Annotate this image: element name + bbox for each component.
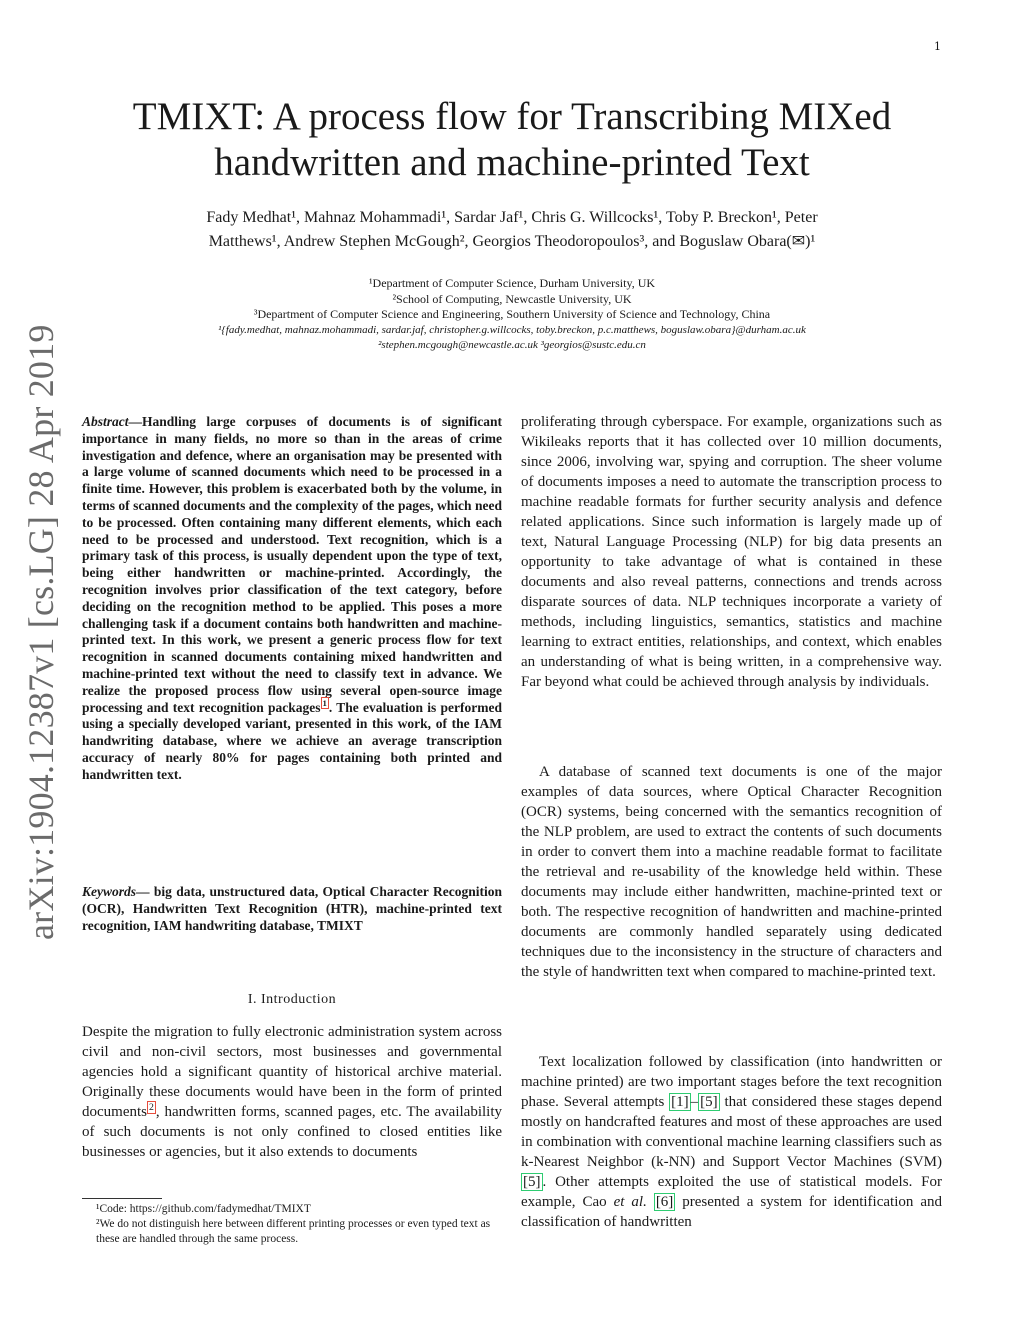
right-paragraph-3 (521, 1052, 942, 1232)
et-al: et al. (613, 1194, 647, 1210)
footnote-ref-1[interactable]: 1 (322, 698, 327, 709)
right-paragraph-1-text: proliferating through cyberspace. For example, organizations such as Wikileaks reports that it has collected over 10 million documents, since 2006, involving war, spying and corruption. The sheer volume of documents imposes a need to automate the transcription process to machine readable formats for further security analysis and defence related applications. Since such information is largely made up of text, Natural Language Processing (NLP) for big data presents an opportunity to take advantage of what is contained in these documents and also reveal patterns, connections and trends across disparate sources of data. NLP techniques incorporate a variety of methods, including linguistics, semantics, statistics and machine learning to extract entities, relationships, and context, which enables an understanding of what is being written, in a comprehensive way. Far beyond what could be achieved through analysis by individuals. (521, 414, 942, 690)
intro-body: Despite the migration to fully electronic administration system across civil and non-civil sectors, most businesses and governmental agencies hold a significant quantity of historical archive material. Originally these documents would have been in the form of printed documents (82, 1024, 502, 1120)
citation-6[interactable]: [6] (655, 1194, 674, 1210)
authors-line-2: Matthews¹, Andrew Stephen McGough², Georgios Theodoropoulos³, and Boguslaw Obara(✉)¹ (208, 233, 816, 250)
keywords-label: Keywords (82, 884, 136, 899)
right-paragraph-2-text: A database of scanned text documents is one of the major examples of data sources, where Optical Character Recognition (OCR) systems, being concerned with the semantics recognition of the NLP problem, are used to extract the contents of such documents in order to convert them into a machine readable format to facilitate the retrieval and re-usability of the knowledge held within. These documents may include either handwritten, machine-printed text or both. The respective recognition of handwritten and machine-printed documents are commonly handled separately using dedicated techniques due to the inconsistency in the structure of characters and the style of handwritten text when compared to machine-printed text. (521, 764, 942, 980)
intro-body-end: , handwritten forms, scanned pages, etc. The availability of such documents is not only confined to closed entities like businesses or agencies, but it also extends to documents (82, 1104, 502, 1160)
affiliation-durham: ¹Department of Computer Science, Durham University, UK (368, 276, 656, 290)
footnote-divider (82, 1198, 162, 1199)
p3-text-e: presented a system for identification and classification of handwritten (521, 1194, 942, 1230)
citation-5[interactable]: [5] (700, 1094, 718, 1110)
citation-5-b[interactable]: [5] (523, 1174, 541, 1190)
abstract-body-end: . The evaluation is performed using a specially developed variant, presented in this work, of the IAM handwriting database, where we achieve an average transcription accuracy of nearly 80% for pages containing both printed and handwritten text. (82, 699, 502, 782)
p3-dash: – (690, 1094, 699, 1110)
title-line-1: TMIXT: A process flow for Transcribing MIXed (132, 95, 892, 138)
right-paragraph-3-text (521, 1052, 942, 1232)
section-heading: I. Introduction (247, 992, 337, 1007)
footnote-2: ²We do not distinguish here between different printing processes or even typed text as these are handled through the same process. (96, 1218, 491, 1245)
keywords (82, 884, 502, 934)
email-durham[interactable]: ¹{fady.medhat, mahnaz.mohammadi, sardar.jaf, christopher.g.willcocks, toby.breckon, p.c.matthews, boguslaw.obara}@durham.ac.uk (218, 323, 806, 336)
right-paragraph-2 (521, 762, 942, 982)
keywords-body: — big data, unstructured data, Optical Character Recognition (OCR), Handwritten Text Recognition (HTR), machine-printed text recognition, IAM handwriting database, TMIXT (82, 884, 502, 933)
email-other[interactable]: ²stephen.mcgough@newcastle.ac.uk ³georgios@sustc.edu.cn (378, 339, 646, 351)
footnotes (82, 1202, 502, 1247)
footnote-1[interactable]: ¹Code: https://github.com/fadymedhat/TMIXT (96, 1203, 311, 1215)
title-line-2: handwritten and machine-printed Text (214, 141, 810, 184)
intro-paragraph (82, 1022, 502, 1162)
citation-1[interactable]: [1] (671, 1094, 689, 1110)
authors-line-1: Fady Medhat¹, Mahnaz Mohammadi¹, Sardar Jaf¹, Chris G. Willcocks¹, Toby P. Breckon¹, Peter (206, 209, 818, 226)
p3-text-c: that considered these stages depend mostly on handcrafted features and most of these approaches are used in combination with conventional machine learning classifiers such as k-Nearest Neighbor (k-NN) and Support Vector Machines (SVM) (521, 1094, 942, 1170)
paper-title (60, 94, 964, 186)
abstract-label: Abstract (82, 414, 129, 429)
abstract (82, 414, 502, 784)
page-number: 1 (934, 40, 941, 53)
affiliation-newcastle: ²School of Computing, Newcastle University, UK (392, 291, 632, 306)
author-list (110, 206, 914, 254)
p3-text-a: Text localization followed by classification (into handwritten or machine printed) are two important stages before the text recognition phase. Several attempts (521, 1054, 942, 1110)
p3-text-d: . Other attempts exploited the use of statistical models. For example, Cao (521, 1174, 942, 1210)
affiliations (60, 276, 964, 354)
right-paragraph-1 (521, 412, 942, 692)
abstract-body: —Handling large corpuses of documents is of significant importance in many fields, no more so than in the areas of crime investigation and defence, where an organisation may be presented with a large volume of scanned documents which need to be processed in a finite time. However, this problem is exacerbated both by the volume, in terms of scanned documents and the complexity of the pages, which need to be processed. Often containing many different elements, which each need to be processed and understood. Text recognition, which is a primary task of this process, is usually dependent upon the type of text, being either handwritten or machine-printed. Accordingly, the recognition involves prior classification of the text category, before deciding on the recognition method to be applied. This poses a more challenging task if a document contains both handwritten and machine-printed text. In this work, we present a generic process flow for text recognition in scanned documents containing mixed handwritten and machine-printed text without the need to classify text in advance. We realize the proposed process flow using several open-source image processing and text recognition packages (82, 414, 502, 715)
arxiv-identifier[interactable]: arXiv:1904.12387v1 [cs.LG] 28 Apr 2019 (21, 324, 61, 940)
footnote-ref-2[interactable]: 2 (149, 1102, 154, 1113)
affiliation-sustech: ³Department of Computer Science and Engineering, Southern University of Science and Technology, China (253, 307, 771, 321)
